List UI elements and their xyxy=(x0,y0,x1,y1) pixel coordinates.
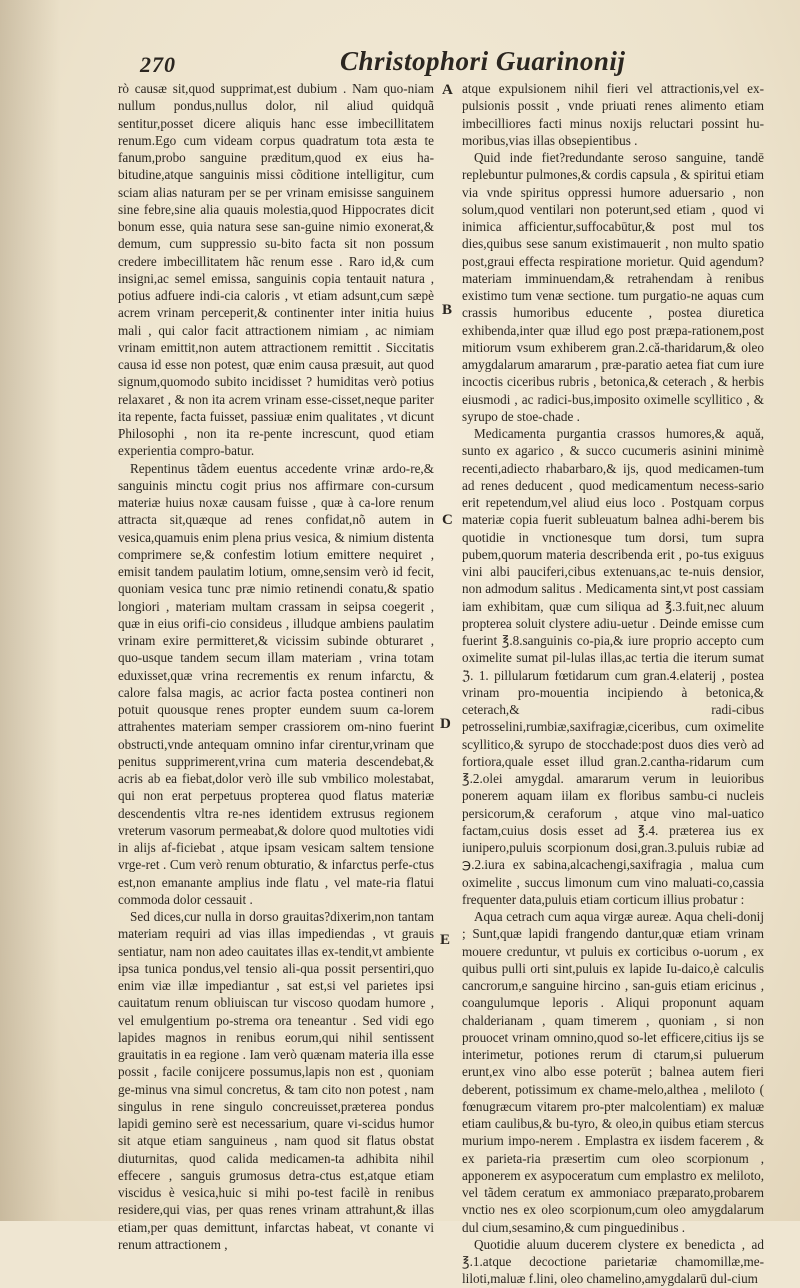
margin-marker-b: B xyxy=(442,302,453,318)
right-column xyxy=(462,80,764,1287)
margin-marker-e: E xyxy=(440,932,451,948)
paragraph: Quotidie aluum ducerem clystere ex benedicta , ad ℥.1.atque decoctione parietariæ chamomillæ,me-liloti,maluæ f.lini, oleo chamelino,amygdalarū dul-cium xyxy=(462,1236,764,1287)
running-title: Christophori Guarinonij xyxy=(340,46,626,76)
paragraph: rò causæ sit,quod supprimat,est dubium . Nam quo-niam nullum pondus,nullus dolor, nil aliud quidquã sentitur,posset dicere aliquis hanc esse imbecillitatem renum.Ego cum videam corpus quadratum tota æsta te fanum,probo sanguine præditum,quod ex eius ha-bitudine,atque sanguinis missi cõditione intelligitur, cum sciam alias naturam per se per vrinam emisisse sanguinem sine febre,sine alia quauis molestia,quod Hippocrates dicit bonum esse, quia natura sese san-guine nimio exonerat,& demum, cum suppressio su-bito facta sit non possum credere imbecillitatem hãc renum esse . Raro id,& cum insigni,ac semel emissa, sanguinis copia tentauit natura , potius adfuere indi-cia caloris , vt etiam adsunt,cum sæpè acrem vrinam perceperit,& continenter inter initia huius mali , qui calor facit attractionem nimiam , ac nimiam vrinam emittit,non autem attractionem remittit . Siccitatis causa id esse non potest, quæ enim causa præsuit, aut quod signum,quomodo subito incidisset ? humiditas verò potius relaxaret , & non ita acrem vrinam esse-cisset,neque pariter ita repente, facta fuisset, passiuæ enim qualitates , vt dicunt Philosophi , non ita re-pente increscunt, quod etiam experientia compro-batur. xyxy=(118,81,434,459)
page-number: 270 xyxy=(140,52,176,77)
paragraph: Sed dices,cur nulla in dorso grauitas?dixerim,non tantam materiam requiri ad vias illas impediendas , vt grauis sentiatur, nam non adeo cauitates illas ex-tendit,vt ambiente ipsa tunica pondus,vel tensio ali-qua possit persentiri,quo enim viæ illæ impediantur , sat est,si vel parietes ipsi cauitatum renum obliuiscan tur viscoso quodam humore , vel emulgentium po-strema ora teneantur . Sed vidi ego lapides magnos in renibus eorum,qui nihil sentissent grauitatis in ea regione . Iam verò quænam materia illa esse possit , facile conijcere possumus,lapis non est , quoniam ge-minus vna simul concretus, & tam cito non potest , nam singulus in rene singulo concreuisset,præterea pondus lapidi gemino serè est necessarium, quare vi-scidus humor sit atque etiam sanguineus , nam quod sit flatus obstat diuturnitas, quod calida medicamen-ta adhibita nihil effecere , sanguis grumosus detra-ctus est,atque etiam viscidus è vesica,huic si mihi po-test facilè in renibus residere,qui vias, per quas renes vrinam attrahunt,& illas etiam,per quas demittunt, infarctas habeat, vt conante vi renum attractionem , xyxy=(118,909,434,1252)
margin-marker-d: D xyxy=(440,716,451,732)
margin-marker-a: A xyxy=(442,82,453,98)
paragraph: Medicamenta purgantia crassos humores,& aquă, sunto ex agarico , & succo cucumeris asinini minimè recenti,adiecto rhabarbaro,& ijs, quod medicamen-tum ad renes deducent , quod medicamentum necess-sario erit repetendum,vel aliud eius loco . Postquam corpus materiæ copia fuerit subleuatum balnea adhi-berem bis quotidie in vnctionesque tum dorsi, tum supra pubem,quorum materia describenda erit , po-tus exiguus vini albi pauciferi,cibus extenuans,ac te-nuis densior, non admodum salitus . Medicamenta sint,vt post cassiam iam exhibitam, quæ cum siliqua ad ℥.3.fuit,nec aluum propterea soluit clystere adiu-uetur . Deinde emisse cum fuerint ℥.8.sanguinis co-pia,& iure proprio accepto cum oximelite sumat pil-lulas illas,ac tertia die iterum sumat ℨ. 1. pillularum fœtidarum cum gran.4.elaterij , postea vrinam pro-mouentia incipiendo à betonica,& ceterach,& radi-cibus petrosselini,rumbiæ,saxifragiæ,ciceribus, cum oximelite scyllitico,& syrupo de stocchade:post duos dies verò ad fortiora,quale esset illud gran.2.cantha-ridarum cum ℥.2.olei amygdal. amararum verum in leuioribus ponerem aquam iilam ex floribus sambu-ci nucleis persicorum,& ceraforum , atque vino mal-uatico factam,cuius dosis esset ad ℥.4. præterea ius ex iunipero,puluis scorpionum dosi,gran.3.puluis rubiæ ad ℈.2.iura ex sabina,alcachengi,saxifragia , malua cum oximelite , succus limonum cum vino maluati-co,cassia frequenter data,puluis etiam corticum illius probatur : xyxy=(462,426,764,907)
left-column xyxy=(118,80,434,1252)
paragraph: Repentinus tãdem euentus accedente vrinæ ardo-re,& sanguinis minctu cogit prius nos affirmare con-cursum materiæ huius noxæ causam fuisse , quæ à ca-lore renum attracta sit,quæque ad renes confidat,nõ autem in vesica,quamuis enim plena prius vesica, & nimium distenta comprimere se,& confestim lotium emittere nequiret , emisit tandem paulatim lotium, omne,sensim verò id fecit, quoniam vesica tunc præ nimio retinendi conatu,& spatio longiori , materiam multam crassam in seipsa coegerit , quæ in eius orifi-cio consideus , illudque ambiens paulatim vrinam exire permitteret,& vicissim subinde obturaret , quo-usque tandem secum illam materiam , vrina totam eduxisset,quæ vrina recrementis ex renum infarctu, & calore falsa magis, ac acrior facta postea contineri non potuit quousque renes propter eundem suum ca-lorem attrahentes materiam semper crassiorem om-nino fuerint obstructi,vnde antequam omnino infar cirentur,vrinam que penitus supprimerent,vrina cum materia descendebat,& acris ab ea fiebat,dolor verò ille sub vmbilico molestabat, qui non erat perpetuus propterea quod flatus materiæ descendentis vltra re-nes identidem extrusus regionem vreterum vasorum permeabat,& dolore quod multoties vidi in alijs af-ficiebat , atque ipsam vesicam saltem tensione vrge-ret . Cum verò renum obturatio, & infarctus perfe-ctus est,non emanante amplius inde flatu , vel mate-ria flatui commoda dolor cessauit . xyxy=(118,460,434,907)
paragraph: Aqua cetrach cum aqua virgæ aureæ. Aqua cheli-donij ; Sunt,quæ lapidi frangendo dantur,quæ etiam vrinam mouere creduntur, vt puluis ex corticibus o-uorum , ex quibus pulli orti sint,puluis ex lapide Iu-daico,è calculis cancrorum,e sanguine hircino , san-guis etiam ericinus , coangulumque leporis . Aliqui proponunt aquam chalderianam , quam timerem , quoniam , si non prouocet vrinam omnino,quod so-let efficere,citius ijs se interimetur, potiones rerum di ctarum,si puluerum erunt,ex vino albo esse poterūt ; balnea autem fieri deberent, potissimum ex chame-melo,althea , meliloto ( fœnugræcum vitarem pro-pter malcolentiam) ex maluæ etiam caulibus,& bu-tyro, & oleo,in quibus etiam stercus murium impo-nerem . Emplastra ex iisdem facerem , & ex parieta-ria præsertim cum oleo scorpionum , apponerem ex asypoceratum cum emplastro ex meliloto, vel tãdem ceratum ex ammoniaco præparato,probarem vnctio nes ex oleo scorpionum,cum oleo amygdalarum dul cium,sesamino,& cum pinguedinibus . xyxy=(462,909,764,1235)
paragraph: atque expulsionem nihil fieri vel attractionis,vel ex-pulsionis possit , vnde priuati renes alimento etiam imbecilliores facti minus noxijs reluctari possint hu-moribus,vias illas obsepientibus . xyxy=(462,81,764,148)
binding-shadow xyxy=(0,0,60,1221)
paragraph: Quid inde fiet?redundante seroso sanguine, tandē replebuntur pulmones,& cordis capsula , & spiritui etiam via vnde spiritus oppressi humore aduersario , non solum,quod ventilari non poterunt,sed etiam , quod vi inimica afficientur,suffocabūtur,& post mul tos dies,quibus sese sanum existimauerit , non multo spatio post,graui effecta respiratione morietur. Quid agendum?materiam imminuendam,& retrahendam à renibus existimo tum venæ sectione. tum purgatio-ne aquas cum crassis humoribus educente , postea diuretica exhibenda,inter quæ illud ego post præpa-rationem,post mitiorum vsum exhiberem gran.2.că-tharidarum,& oleo amygdalarum amararum , præ-paratio aetea fiat cum iure incoctis ciceribus rubris , betonica,& ceterach , & herbis eiusmodi , ac radici-bus,imposito oximelle scyllitico , & syrupo de stoe-chade . xyxy=(462,150,764,424)
margin-marker-c: C xyxy=(442,512,453,528)
